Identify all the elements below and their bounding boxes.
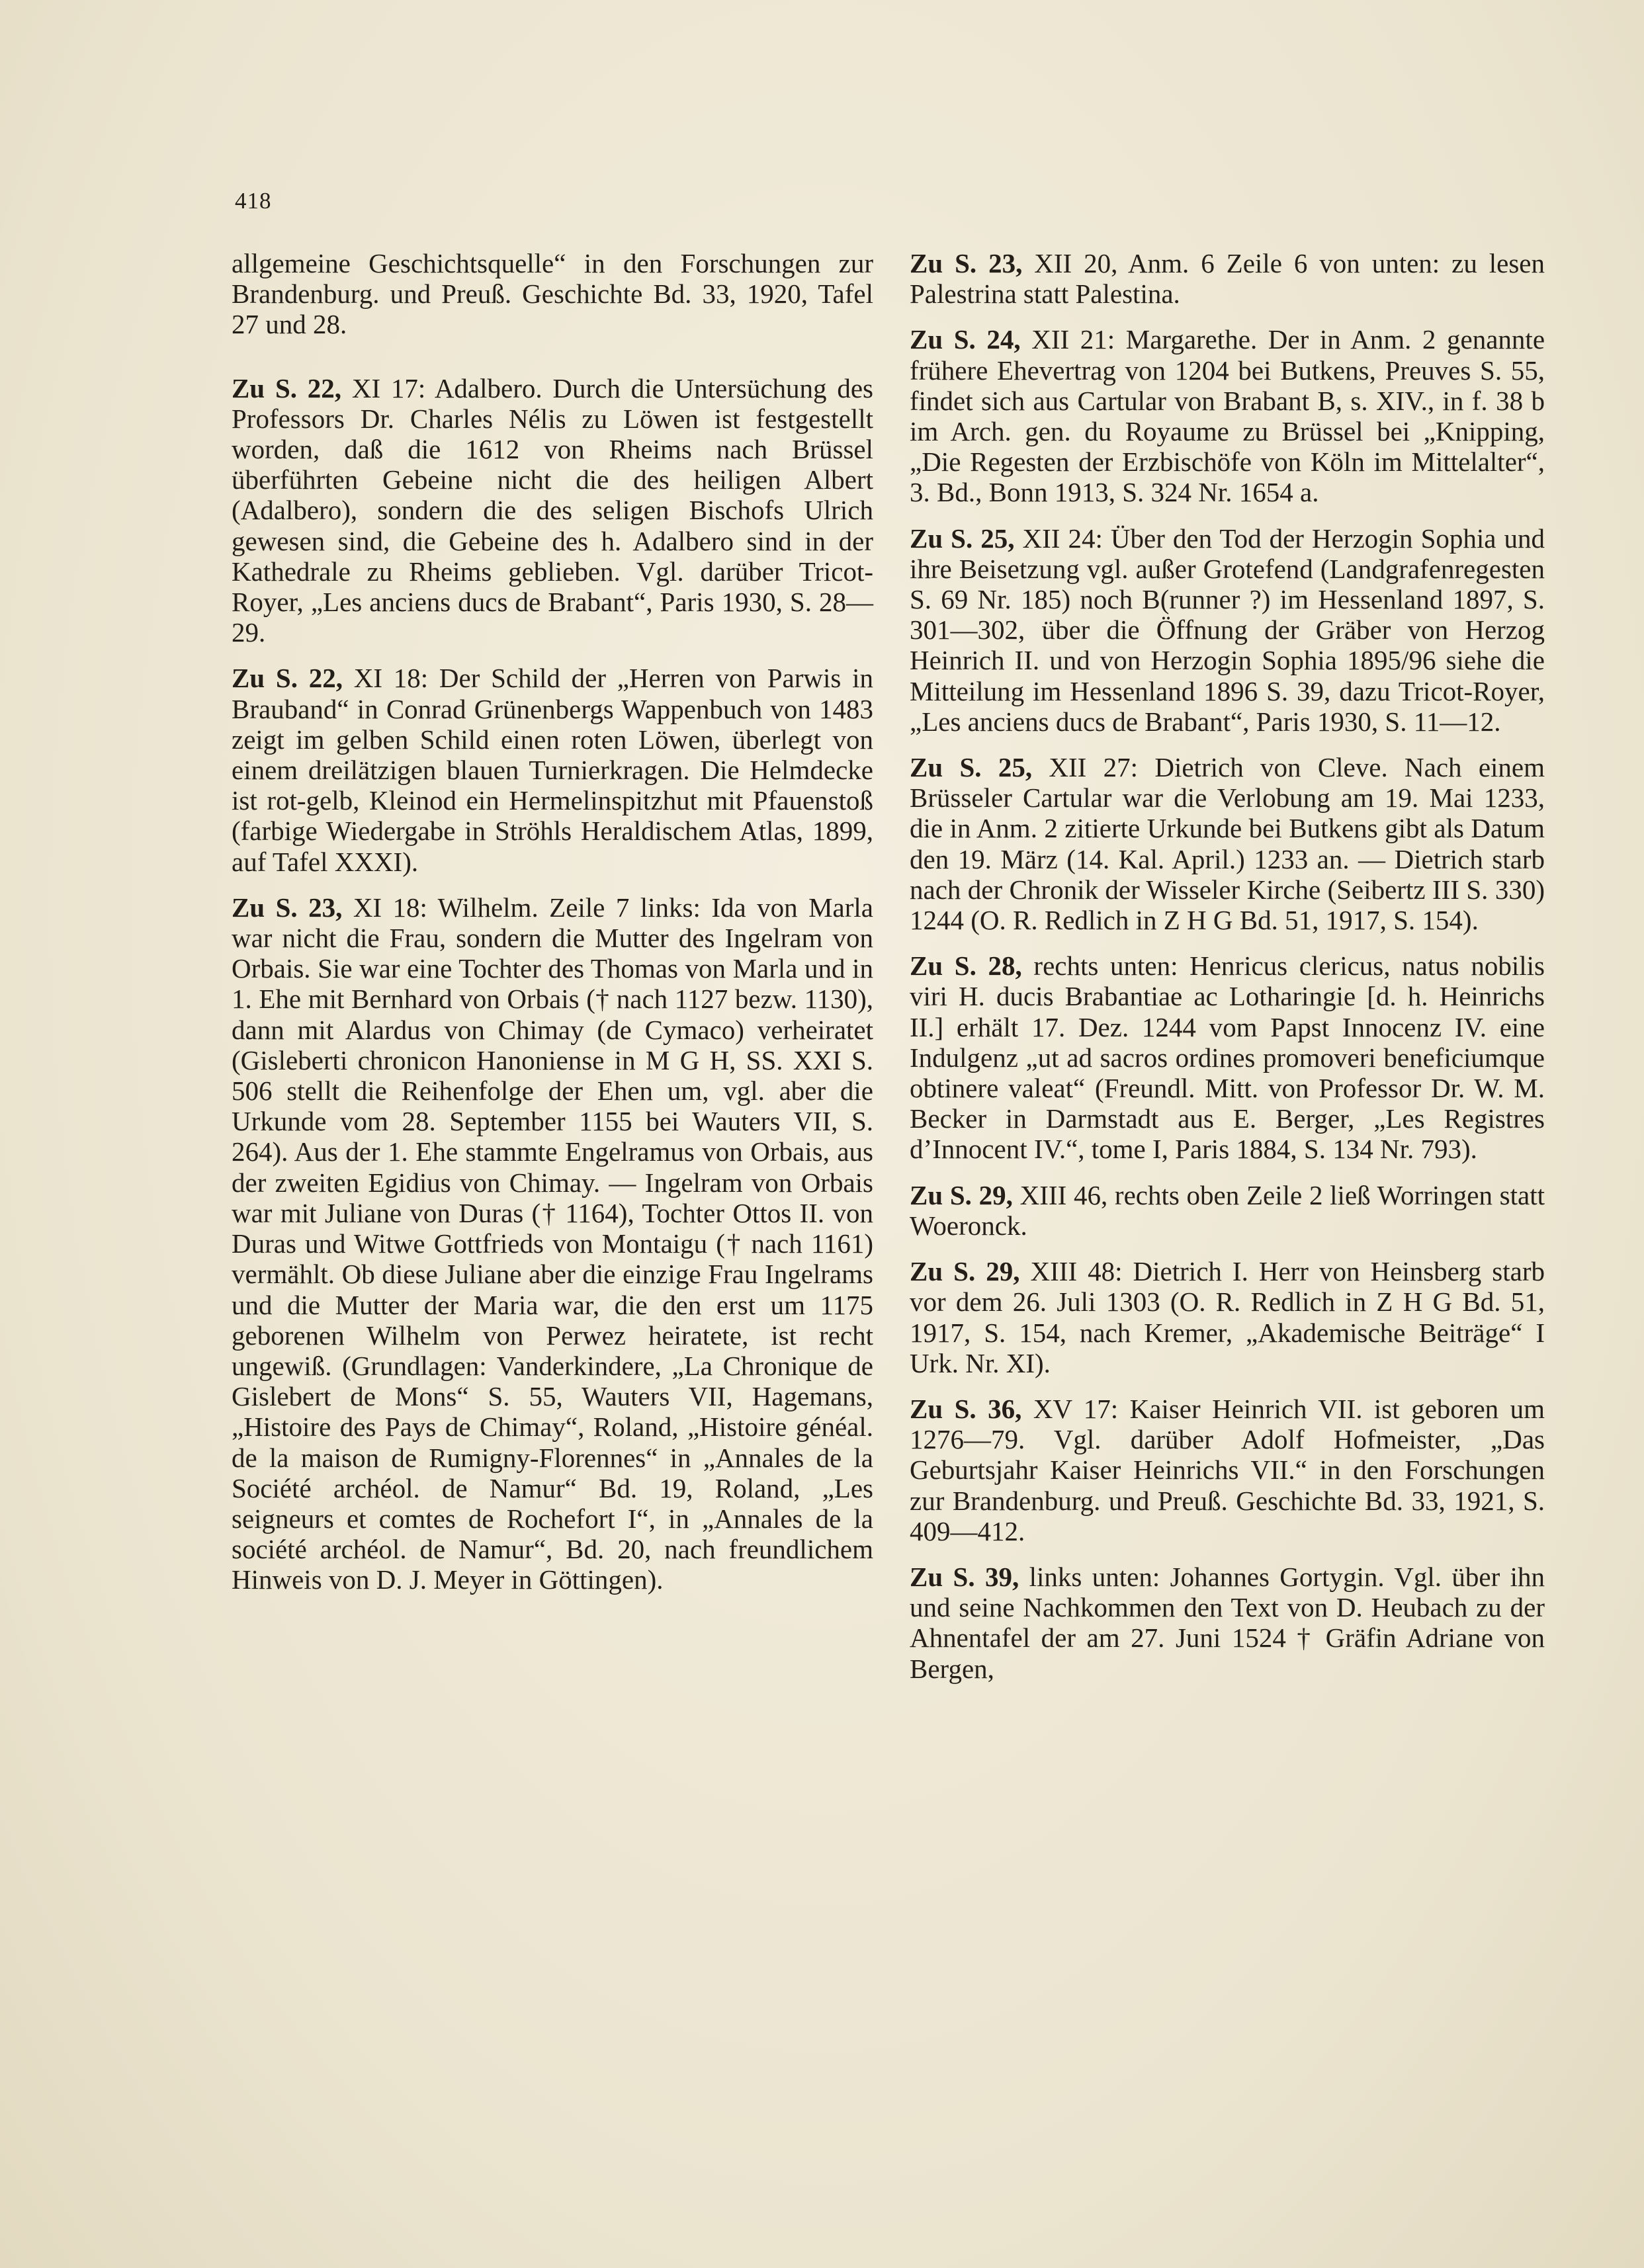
entry: [910, 248, 1545, 309]
entry-text: XII 20, Anm. 6 Zeile 6 von unten: zu lesen Palestrina statt Palestina.: [910, 248, 1545, 310]
entry-text: XII 27: Dietrich von Cleve. Nach einem Brüsseler Cartular war die Verlobung am 19. Mai 1233, die in Anm. 2 zitierte Urkunde bei Butkens gibt als Datum den 19. März (14. Kal. April.) 1233 an. — Dietrich starb nach der Chronik der Wisseler Kirche (Seibertz III S. 330) 1244 (O. R. Redlich in Z H G Bd. 51, 1917, S. 154).: [910, 752, 1545, 936]
entry-text: XI 17: Adalbero. Durch die Untersüchung des Professors Dr. Charles Nélis zu Löwen ist festgestellt worden, daß die 1612 von Rheims nach Brüssel überführten Gebeine nicht die des heiligen Albert (Adalbero), sondern die des seligen Bischofs Ulrich gewesen sind, die Gebeine des h. Adalbero sind in der Kathedrale zu Rheims geblieben. Vgl. darüber Tricot-Royer, „Les anciens ducs de Brabant“, Paris 1930, S. 28—29.: [232, 372, 874, 648]
entry-text: XIII 46, rechts oben Zeile 2 ließ Worringen statt Woeronck.: [910, 1179, 1545, 1241]
entry: [232, 373, 873, 648]
entry: [910, 1256, 1545, 1378]
entry-reference: Zu S. 28,: [910, 950, 1022, 982]
entry: [232, 248, 873, 340]
entry-text: XI 18: Wilhelm. Zeile 7 links: Ida von Marla war nicht die Frau, sondern die Mutter des Ingelram von Orbais. Sie war eine Tochter des Thomas von Marla und in 1. Ehe mit Bernhard von Orbais († nach 1127 bezw. 1130), dann mit Alardus von Chimay (de Cymaco) verheiratet (Gisleberti chronicon Hanoniense in M G H, SS. XXI S. 506 stellt die Reihenfolge der Ehen um, vgl. aber die Urkunde vom 28. September 1155 bei Wauters VII, S. 264). Aus der 1. Ehe stammte Engelramus von Orbais, aus der zweiten Egidius von Chimay. — Ingelram von Orbais war mit Juliane von Duras († 1164), Tochter Ottos II. von Duras und Witwe Gottfrieds von Montaigu († nach 1161) vermählt. Ob diese Juliane aber die einzige Frau Ingelrams und die Mutter der Maria war, die den erst um 1175 geborenen Wilhelm von Perwez heiratete, ist recht ungewiß. (Grundlagen: Vanderkindere, „La Chronique de Gislebert de Mons“ S. 55, Wauters VII, Hagemans, „Histoire des Pays de Chimay“, Roland, „Histoire généal. de la maison de Rumigny-Florennes“ in „Annales de la Société archéol. de Namur“ Bd. 19, Roland, „Les seigneurs et comtes de Rochefort I“, in „Annales de la société archéol. de Namur“, Bd. 20, nach freundlichem Hinweis von D. J. Meyer in Göttingen).: [232, 892, 873, 1595]
entry: [910, 1562, 1545, 1684]
entry-text: allgemeine Geschichtsquelle“ in den Forschungen zur Brandenburg. und Preuß. Geschichte Bd. 33, 1920, Tafel 27 und 28.: [232, 248, 873, 340]
entry-reference: Zu S. 22,: [232, 663, 343, 694]
entry: [910, 523, 1545, 737]
entry-reference: Zu S. 23,: [232, 892, 343, 923]
entry-reference: Zu S. 39,: [910, 1561, 1019, 1592]
entry: [232, 663, 873, 876]
entry-text: XII 21: Margarethe. Der in Anm. 2 genannte frühere Ehevertrag von 1204 bei Butkens, Preuves S. 55, findet sich aus Cartular von Brabant B, s. XIV., in f. 38 b im Arch. gen. du Royaume zu Brüssel bei „Knipping, „Die Regesten der Erzbischöfe von Köln im Mittelalter“, 3. Bd., Bonn 1913, S. 324 Nr. 1654 a.: [910, 324, 1545, 508]
entry-text: XIII 48: Dietrich I. Herr von Heinsberg starb vor dem 26. Juli 1303 (O. R. Redlich in Z H G Bd. 51, 1917, S. 154, nach Kremer, „Akademische Beiträge“ I Urk. Nr. XI).: [910, 1256, 1545, 1378]
entry-text: XII 24: Über den Tod der Herzogin Sophia und ihre Beisetzung vgl. außer Grotefend (Landgrafenregesten S. 69 Nr. 185) noch B(runner ?) im Hessenland 1897, S. 301—302, über die Öffnung der Gräber von Herzog Heinrich II. und von Herzogin Sophia 1895/96 siehe die Mitteilung im Hessenland 1896 S. 39, dazu Tricot-Royer, „Les anciens ducs de Brabant“, Paris 1930, S. 11—12.: [910, 523, 1545, 737]
entry-text: links unten: Johannes Gortygin. Vgl. über ihn und seine Nachkommen den Text von D. Heubach zu der Ahnentafel der am 27. Juni 1524 † Gräfin Adriane von Bergen,: [910, 1561, 1545, 1684]
entry-reference: Zu S. 22,: [232, 372, 342, 403]
entry-reference: Zu S. 29,: [910, 1256, 1020, 1287]
left-column: [232, 248, 873, 1611]
right-column: [910, 248, 1545, 1699]
entry: [910, 324, 1545, 507]
entry: [910, 1394, 1545, 1546]
entry: [232, 892, 873, 1595]
entry-text: rechts unten: Henricus clericus, natus nobilis viri H. ducis Brabantiae ac Lotharingie [d. h. Heinrichs II.] erhält 17. Dez. 1244 vom Papst Innocenz IV. eine Indulgenz „ut ad sacros ordines promoveri beneficiumque obtinere valeat“ (Freundl. Mitt. von Professor Dr. W. M. Becker in Darmstadt aus E. Berger, „Les Registres d’Innocent IV.“, tome I, Paris 1884, S. 134 Nr. 793).: [910, 950, 1545, 1165]
entry: [910, 752, 1545, 935]
entry-reference: Zu S. 24,: [910, 324, 1021, 355]
entry-reference: Zu S. 23,: [910, 248, 1023, 278]
entry-reference: Zu S. 29,: [910, 1179, 1013, 1210]
entry-reference: Zu S. 36,: [910, 1393, 1022, 1424]
entry-text: XV 17: Kaiser Heinrich VII. ist geboren um 1276—79. Vgl. darüber Adolf Hofmeister, „Das Geburtsjahr Kaiser Heinrichs VII.“ in den Forschungen zur Brandenburg. und Preuß. Geschichte Bd. 33, 1921, S. 409—412.: [910, 1393, 1545, 1546]
entry-reference: Zu S. 25,: [910, 752, 1033, 783]
entry: [910, 950, 1545, 1164]
entry: [910, 1180, 1545, 1241]
page-number: 418: [235, 188, 272, 214]
entry-reference: Zu S. 25,: [910, 523, 1015, 554]
entry-text: XI 18: Der Schild der „Herren von Parwis in Brauband“ in Conrad Grünenbergs Wappenbuch von 1483 zeigt im gelben Schild einen roten Löwen, überlegt von einem dreilätzigen blauen Turnierkragen. Die Helmdecke ist rot-gelb, Kleinod ein Hermelinspitzhut mit Pfauenstoß (farbige Wiedergabe in Ströhls Heraldischem Atlas, 1899, auf Tafel XXXI).: [232, 663, 874, 877]
